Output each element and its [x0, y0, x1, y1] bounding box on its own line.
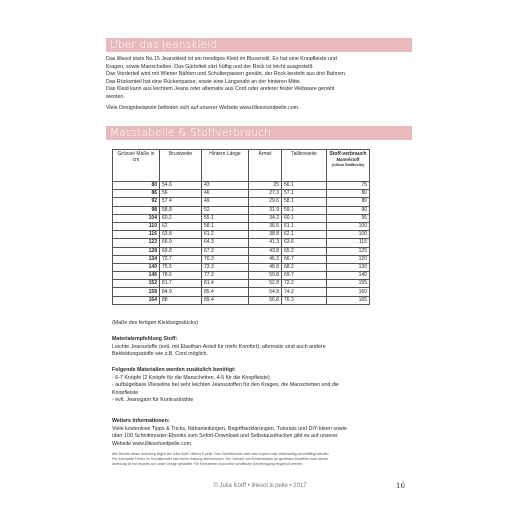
cell-fabric: 100: [327, 222, 370, 230]
cell-fabric: 140: [327, 272, 370, 280]
cell-fabric: 130: [327, 263, 370, 271]
header-fabric: [327, 150, 370, 182]
cell-fabric: 125: [327, 247, 370, 255]
header-fabric-sub: Mantelstoff: [336, 157, 360, 162]
cell-sleeve: 56.8: [249, 296, 282, 304]
cell-back-length: 52: [202, 206, 249, 214]
cell-fabric: 80: [327, 198, 370, 206]
info-line: Website www.lillesolundpelle.com.: [112, 440, 193, 447]
header-fabric-label: Stoff-verbrauch: [329, 151, 367, 157]
legal-notice: [112, 452, 412, 466]
legal-line: Für eventuelle Fehler im Schnittmuster wird keine Haftung übernommen. Der Verkauf von Einzelstücken an genähten Modellen nach dieser: [112, 456, 328, 461]
intro-line: Das lillesol stars No.15 Jeanskleid ist ein trendiges Kleid im Blusenstil. Es hat eine Knopfleiste und: [106, 56, 337, 62]
cell-fabric: 120: [327, 255, 370, 263]
cell-back-length: 43: [202, 182, 249, 190]
design-note: Viele Designbeispiele befinden sich auf unserer Website www.lillesolundpelle.com.: [106, 104, 300, 111]
cell-size: 164: [113, 296, 160, 304]
cell-back-length: 61.2: [202, 231, 249, 239]
table-row: [113, 206, 370, 214]
header-back-length: Hintere Länge: [202, 150, 249, 182]
materials-heading: Materialempfehlung Stoff:: [112, 336, 178, 342]
cell-waist: 59.1: [282, 206, 327, 214]
info-line: über 100 Schnittmuster-Ebooks zum Sofort-Download und Selbstausdrucken gibt es auf unserer: [112, 433, 338, 440]
cell-bust: 75.5: [160, 263, 202, 271]
table-row: [113, 247, 370, 255]
legal-line: Alle Rechte dieser Anleitung liegen bei Julia Korff / lillesol & pelle. Das Schnittmuster darf nicht kopiert oder anderweitig vervielfältigt werden.: [112, 452, 330, 456]
cell-size: 146: [113, 272, 160, 280]
additional-line: - evtl. Jeansgarn für Kontrastnähte: [112, 397, 194, 404]
table-row: [113, 190, 370, 198]
cell-bust: 57.4: [160, 198, 202, 206]
section-title: Masstabelle & Stoffverbrauch: [110, 127, 271, 139]
cell-sleeve: 52.8: [249, 280, 282, 288]
cell-bust: 58.8: [160, 206, 202, 214]
cell-size: 158: [113, 288, 160, 296]
table-row: [113, 280, 370, 288]
cell-bust: 66.9: [160, 239, 202, 247]
cell-size: 140: [113, 263, 160, 271]
table-row: [113, 198, 370, 206]
additional-line: - 6-7 Knöpfe (2 Knöpfe für die Manschetten, 4-5 für die Knopfleiste): [112, 374, 270, 381]
cell-bust: 69.8: [160, 247, 202, 255]
cell-sleeve: 54.8: [249, 288, 282, 296]
cell-size: 110: [113, 222, 160, 230]
cell-waist: 57.1: [282, 190, 327, 198]
cell-fabric: 100: [327, 231, 370, 239]
cell-size: 128: [113, 247, 160, 255]
intro-line: werden.: [106, 93, 125, 100]
section-title: Über das Jeanskleid: [110, 39, 218, 51]
cell-waist: 63.6: [282, 239, 327, 247]
cell-fabric: 80: [327, 190, 370, 198]
cell-sleeve: 48.8: [249, 263, 282, 271]
cell-bust: 81.7: [160, 280, 202, 288]
cell-bust: 60.2: [160, 214, 202, 222]
intro-line: Das Rückenteil hat eine Rückenpasse, sowie eine Längsnaht an der hinteren Mitte.: [106, 78, 302, 85]
cell-waist: 74.2: [282, 288, 327, 296]
cell-waist: 66.7: [282, 255, 327, 263]
cell-bust: 54.6: [160, 182, 202, 190]
table-header-row: [113, 150, 370, 182]
cell-waist: 62.1: [282, 231, 327, 239]
intro-line: Kragen, sowie Manschetten. Das Gürtelteil sitzt hüftig und der Rock ist leicht ausgestellt.: [106, 63, 314, 70]
cell-back-length: 77.3: [202, 272, 249, 280]
cell-back-length: 81.4: [202, 280, 249, 288]
cell-size: 122: [113, 239, 160, 247]
header-sleeve: Ärmel: [249, 150, 282, 182]
cell-sleeve: 31.9: [249, 206, 282, 214]
info-block: [112, 418, 418, 448]
page-number: 16: [396, 482, 405, 490]
cell-size: 116: [113, 231, 160, 239]
cell-back-length: 55.1: [202, 214, 249, 222]
cell-size: 80: [113, 182, 160, 190]
cell-bust: 78.6: [160, 272, 202, 280]
cell-waist: 60.1: [282, 214, 327, 222]
cell-sleeve: 25: [249, 182, 282, 190]
cell-size: 104: [113, 214, 160, 222]
table-caption: (Maße des fertigen Kleidungsstücks): [112, 320, 198, 326]
cell-fabric: 75: [327, 182, 370, 190]
table-row: [113, 214, 370, 222]
additional-heading: Folgende Materialien werden zusätzlich benötigt:: [112, 367, 236, 373]
table-row: [113, 272, 370, 280]
cell-size: 152: [113, 280, 160, 288]
cell-back-length: 64.3: [202, 239, 249, 247]
table-row: [113, 182, 370, 190]
cell-back-length: 58.1: [202, 222, 249, 230]
materials-line: Bekleidungsstoffe wie z.B. Cord möglich.: [112, 351, 208, 358]
legal-line: Anleitung ist mit Hinweis auf unser Design gestattet. Für Kleinserien muss eine schriftliche Genehmigung eingeholt werden.: [112, 461, 304, 466]
info-heading: Weitere Informationen:: [112, 418, 170, 424]
cell-waist: 61.1: [282, 222, 327, 230]
cell-back-length: 89.4: [202, 296, 249, 304]
table-row: [113, 255, 370, 263]
cell-sleeve: 50.8: [249, 272, 282, 280]
cell-fabric: 115: [327, 239, 370, 247]
cell-waist: 56.1: [282, 182, 327, 190]
cell-waist: 68.2: [282, 263, 327, 271]
cell-sleeve: 34.2: [249, 214, 282, 222]
cell-back-length: 85.4: [202, 288, 249, 296]
table-body: [113, 182, 370, 305]
cell-bust: 62: [160, 222, 202, 230]
footer-copyright: © Julia Korff • lillesol & pelle • 2017: [213, 483, 307, 489]
cell-sleeve: 29.6: [249, 198, 282, 206]
section-title-band: [106, 126, 412, 140]
table-row: [113, 288, 370, 296]
cell-back-length: 73.3: [202, 263, 249, 271]
cell-sleeve: 46.3: [249, 255, 282, 263]
table-row: [113, 222, 370, 230]
intro-text: [106, 56, 416, 112]
cell-bust: 63.8: [160, 231, 202, 239]
additional-line: - aufbügelbare Vlieseline bei sehr leichten Jeansstoffen für den Kragen, die Manschetten und die: [112, 382, 339, 389]
size-table: [112, 149, 370, 305]
cell-sleeve: 41.3: [249, 239, 282, 247]
cell-back-length: 70.3: [202, 255, 249, 263]
cell-back-length: 49: [202, 198, 249, 206]
intro-line: Das Kleid kann aus leichtem Jeans oder alternativ aus Cord oder anderer fester Webware genäht: [106, 86, 335, 93]
cell-bust: 84.9: [160, 288, 202, 296]
materials-line: Leichte Jeansstoffe (evtl. mit Elasthan-Anteil für mehr Komfort); alternativ sind auch andere: [112, 343, 326, 350]
table-row: [113, 239, 370, 247]
header-bust: Brustweite: [160, 150, 202, 182]
info-line: Viele kostenlose Tipps & Tricks, Nähanleitungen, Begriffserklärungen, Tutorials und DIY-Ideen sowie: [112, 425, 347, 432]
cell-size: 92: [113, 198, 160, 206]
cell-waist: 72.2: [282, 280, 327, 288]
section-title-band: [106, 38, 412, 52]
header-size: Grösse/ Maße in cm: [113, 150, 160, 182]
cell-sleeve: 27.3: [249, 190, 282, 198]
cell-fabric: 160: [327, 288, 370, 296]
cell-sleeve: 36.5: [249, 222, 282, 230]
cell-bust: 56: [160, 190, 202, 198]
cell-back-length: 46: [202, 190, 249, 198]
cell-size: 134: [113, 255, 160, 263]
intro-line: Das Vorderteil wird mit Wiener Nähten und Schulterpassen genäht, der Rock besteht aus drei Bahnen.: [106, 71, 347, 78]
cell-waist: 76.3: [282, 296, 327, 304]
cell-bust: 88: [160, 296, 202, 304]
cell-fabric: 90: [327, 206, 370, 214]
cell-fabric: 155: [327, 280, 370, 288]
header-fabric-note: (140cm Stoffbreite): [331, 163, 365, 167]
cell-back-length: 67.3: [202, 247, 249, 255]
cell-fabric: 165: [327, 296, 370, 304]
materials-block: [112, 336, 418, 359]
cell-sleeve: 38.8: [249, 231, 282, 239]
cell-size: 98: [113, 206, 160, 214]
cell-bust: 72.7: [160, 255, 202, 263]
cell-waist: 58.1: [282, 198, 327, 206]
cell-size: 86: [113, 190, 160, 198]
header-waist: Taillenweite: [282, 150, 327, 182]
table-row: [113, 296, 370, 304]
cell-fabric: 95: [327, 214, 370, 222]
cell-waist: 65.2: [282, 247, 327, 255]
additional-line: Knopfleiste: [112, 389, 139, 396]
table-row: [113, 263, 370, 271]
additional-materials-block: [112, 367, 418, 405]
cell-sleeve: 43.8: [249, 247, 282, 255]
table-row: [113, 231, 370, 239]
cell-waist: 69.7: [282, 272, 327, 280]
